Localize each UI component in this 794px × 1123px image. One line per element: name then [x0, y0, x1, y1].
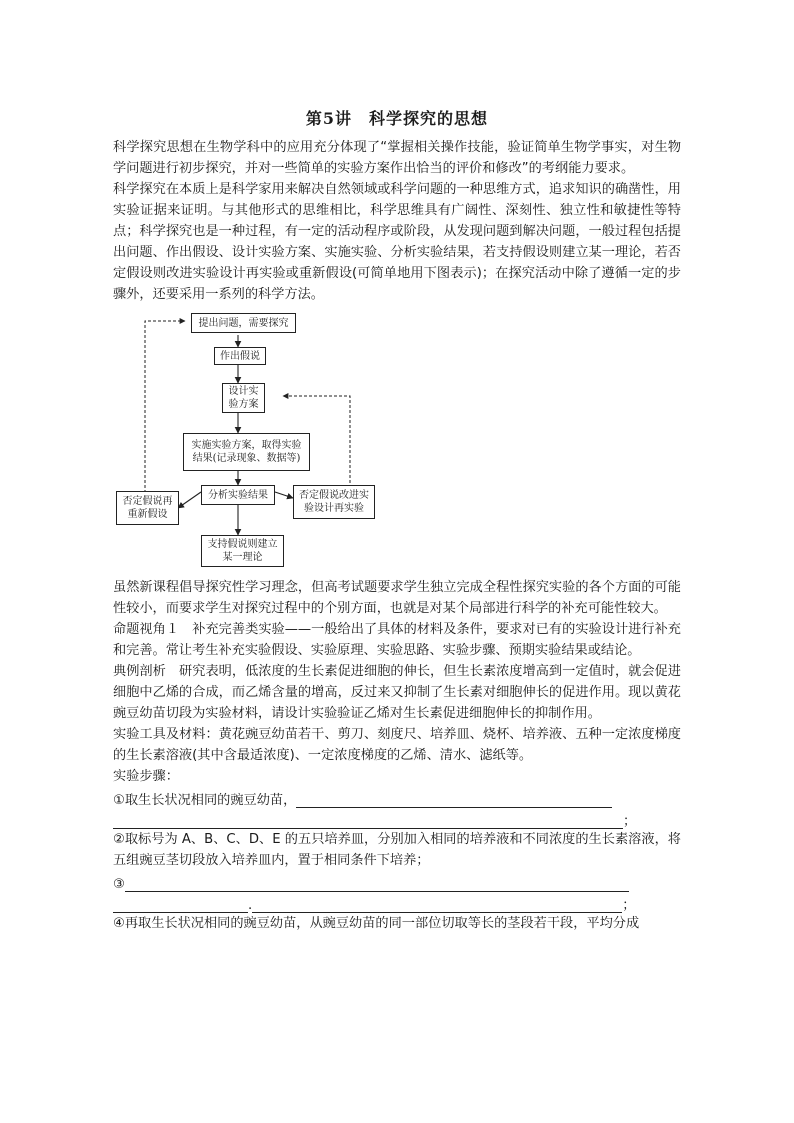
step3-dot: .	[248, 898, 253, 913]
example-paragraph: 典例剖析 研究表明，低浓度的生长素促进细胞的伸长，但生长素浓度增高到一定值时，就会促进细胞中乙烯的合成，而乙烯含量的增高，反过来又抑制了生长素对细胞伸长的促进作用。现以黄花豌豆幼苗切段为实验材料，请设计实验验证乙烯对生长素促进细胞伸长的抑制作用。	[113, 664, 681, 721]
intro-paragraph: 科学探究思想在生物学科中的应用充分体现了“掌握相关操作技能，验证简单生物学事实，对生物学问题进行初步探究，并对一些简单的实验方案作出恰当的评价和修改”的考纲能力要求。	[113, 140, 681, 176]
step3-semicolon: ；	[622, 898, 636, 913]
arrow-analyze-to-reject-right	[275, 492, 293, 498]
flow-box-design: 设计实验方案	[222, 383, 265, 413]
step3-text: ③	[113, 877, 125, 892]
document-page	[113, 100, 681, 934]
nature-paragraph: 科学探究在本质上是科学家用来解决自然领域或科学问题的一种思维方式，追求知识的确凿性，用实验证据来证明。与其他形式的思维相比，科学思维具有广阔性、深刻性、独立性和敏捷性等特点；科学探究也是一种过程，有一定的活动程序或阶段，从发现问题到解决问题，一般过程包括提出问题、作出假设、设计实验方案、实施实验、分析实验结果，若支持假设则建立某一理论，若否定假设则改进实验设计再实验或重新假设(可简单地用下图表示)；在探究活动中除了遵循一定的步骤外，还要采用一系列的科学方法。	[113, 182, 681, 302]
flow-box-reject-left: 否定假说再重新假设	[116, 491, 179, 525]
dashed-return-to-ask	[145, 321, 185, 493]
flow-box-implement: 实施实验方案，取得实验结果(记录现象、数据等)	[183, 433, 310, 471]
step1-line	[113, 787, 681, 808]
curriculum-paragraph: 虽然新课程倡导探究性学习理念，但高考试题要求学生独立完成全程性探究实验的各个方面的可能性较小，而要求学生对探究过程中的个别方面，也就是对某个局部进行科学的补充可能性较大。	[113, 580, 681, 616]
steps-label: 实验步骤：	[113, 769, 179, 784]
step3-line	[113, 871, 681, 892]
step3-line2	[113, 892, 681, 913]
step3-blank-2a[interactable]	[113, 899, 248, 913]
step3-blank[interactable]	[125, 878, 629, 892]
step1-blank-2[interactable]	[113, 815, 623, 829]
flow-box-support: 支持假说则建立某一理论	[201, 535, 284, 567]
flow-box-hypothesis: 作出假说	[214, 347, 266, 365]
flow-box-analyze: 分析实验结果	[201, 485, 275, 505]
step1-text: ①取生长状况相同的豌豆幼苗，	[113, 793, 297, 808]
flow-box-reject-right: 否定假说改进实验设计再实验	[293, 485, 375, 519]
inquiry-flowchart	[113, 313, 413, 571]
page-title: 第5讲 科学探究的思想	[305, 109, 489, 128]
arrow-analyze-to-reject-left	[178, 492, 201, 508]
angle1-paragraph: 命题视角１ 补充完善类实验——一般给出了具体的材料及条件，要求对已有的实验设计进行补充和完善。常让考生补充实验假设、实验原理、实验思路、实验步骤、预期实验结果或结论。	[113, 622, 681, 658]
step3-blank-2b[interactable]	[252, 899, 622, 913]
step2-paragraph: ②取标号为 A、B、C、D、E 的五只培养皿，分别加入相同的培养液和不同浓度的生长素溶液，将五组豌豆茎切段放入培养皿内，置于相同条件下培养；	[113, 832, 681, 868]
tools-paragraph: 实验工具及材料：黄花豌豆幼苗若干、剪刀、刻度尺、培养皿、烧杯、培养液、五种一定浓度梯度的生长素溶液(其中含最适浓度)、一定浓度梯度的乙烯、清水、滤纸等。	[113, 727, 681, 763]
flow-box-ask: 提出问题，需要探究	[191, 313, 296, 333]
step4-paragraph: ④再取生长状况相同的豌豆幼苗，从豌豆幼苗的同一部位切取等长的茎段若干段，平均分成	[113, 916, 640, 931]
step1-line2	[113, 808, 681, 829]
step1-semicolon: ；	[623, 814, 637, 829]
step1-blank[interactable]	[296, 794, 612, 808]
